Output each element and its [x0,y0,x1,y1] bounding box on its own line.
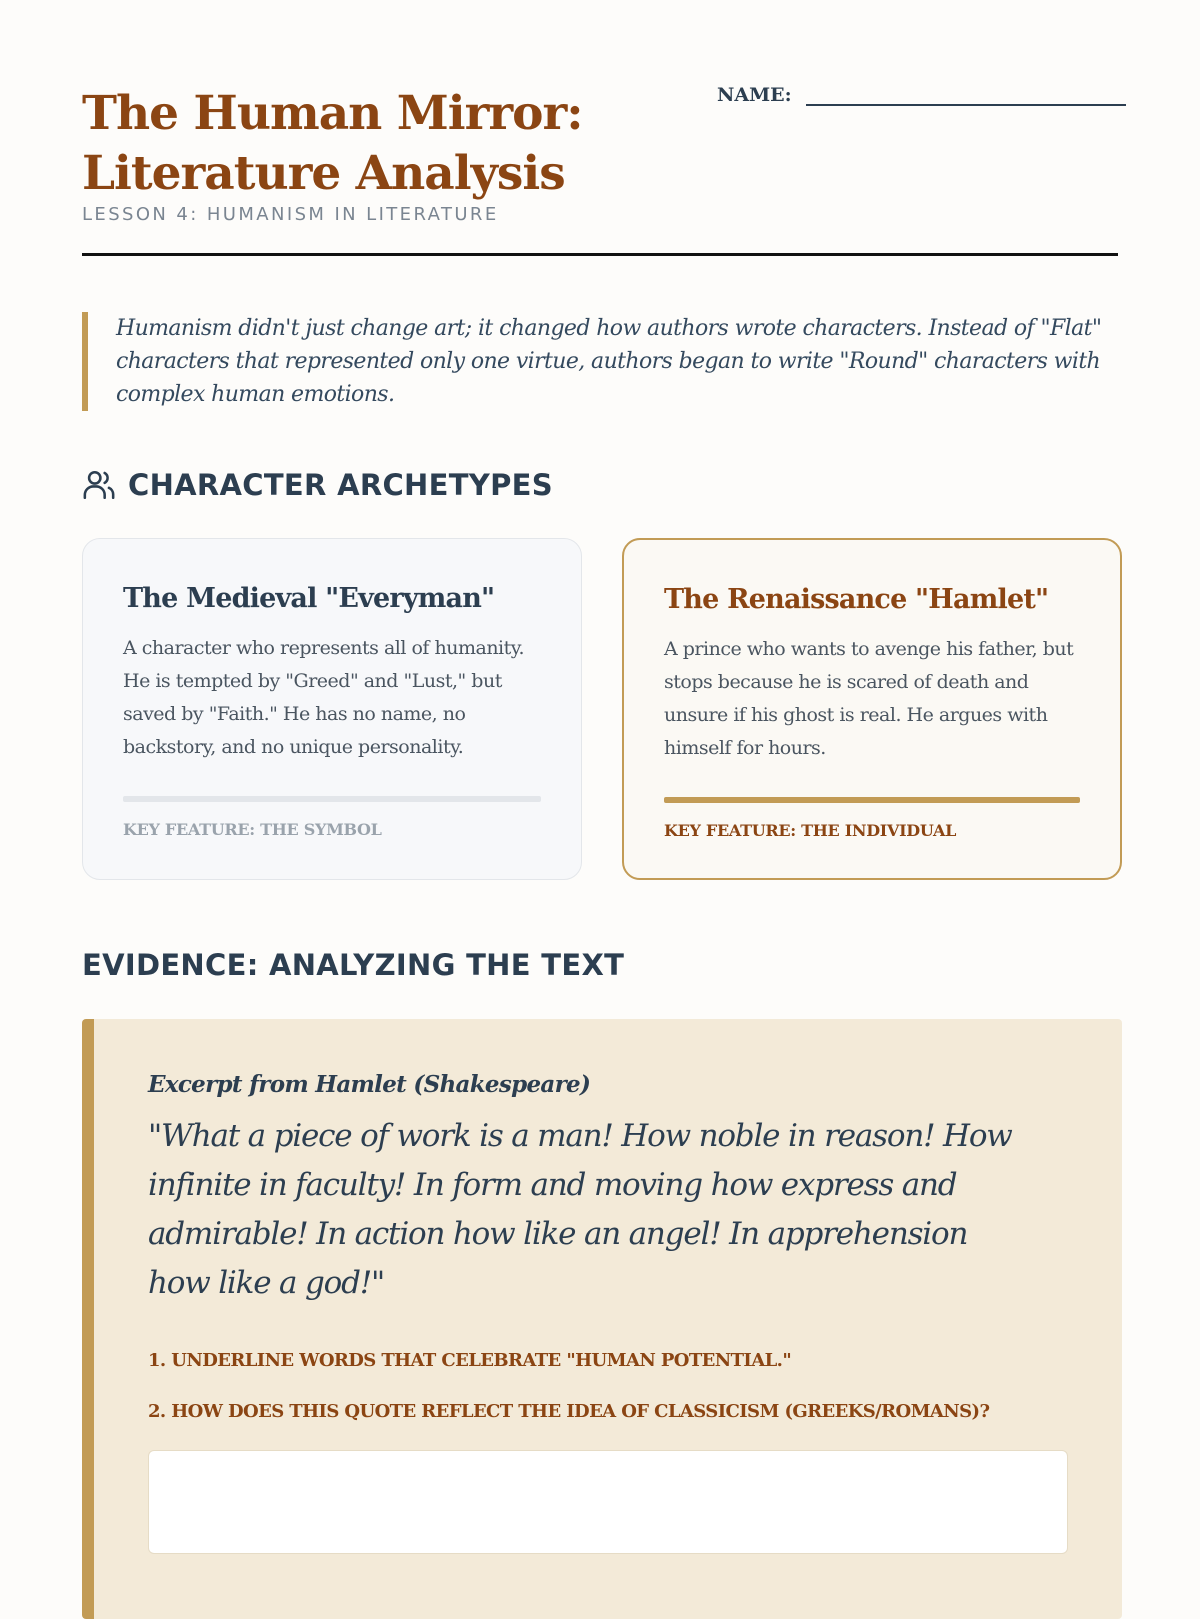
question-2: 2. HOW DOES THIS QUOTE REFLECT THE IDEA OF CLASSICISM (GREEKS/ROMANS)? [148,1401,990,1422]
excerpt-source: Excerpt from Hamlet (Shakespeare) [148,1071,591,1098]
answer-input-box[interactable] [148,1450,1068,1554]
card-key-feature: KEY FEATURE: THE SYMBOL [123,820,382,839]
card-title: The Medieval "Everyman" [123,583,495,614]
card-everyman [82,538,582,880]
card-key-feature: KEY FEATURE: THE INDIVIDUAL [664,821,957,840]
page-title: The Human Mirror: Literature Analysis [82,86,583,201]
hamlet-quote: "What a piece of work is a man! How noble in reason! How infinite in faculty! In form and moving how express and admirable! In action how like an angel! In apprehension how like a god!" [148,1118,1012,1301]
archetypes-heading [82,468,553,502]
card-description: A prince who wants to avenge his father, but stops because he is scared of death and unsure if his ghost is real. He argues with himself for hours. [664,638,1074,759]
card-hamlet [622,538,1122,880]
intro-callout: Humanism didn't just change art; it changed how authors wrote characters. Instead of "Flat" characters that represented only one virtue, authors began to write "Round" characters with complex human emotions. [82,312,1116,411]
evidence-heading: EVIDENCE: ANALYZING THE TEXT [82,948,625,982]
header-divider [82,253,1118,256]
card-divider-bar [123,796,541,802]
card-description: A character who represents all of humanity. He is tempted by "Greed" and "Lust," but saved by "Faith." He has no name, no backstory, and no unique personality. [123,637,525,758]
evidence-box [82,1019,1122,1619]
card-title: The Renaissance "Hamlet" [664,584,1049,615]
lesson-subtitle: LESSON 4: HUMANISM IN LITERATURE [82,204,499,225]
question-1: 1. UNDERLINE WORDS THAT CELEBRATE "HUMAN POTENTIAL." [148,1350,792,1371]
name-label: NAME: [717,84,792,106]
people-icon [82,468,116,502]
archetypes-heading-text: CHARACTER ARCHETYPES [128,468,553,502]
card-divider-bar [664,797,1080,803]
name-write-line[interactable] [806,80,1126,106]
header [82,0,1118,258]
name-field-group [717,80,1126,106]
